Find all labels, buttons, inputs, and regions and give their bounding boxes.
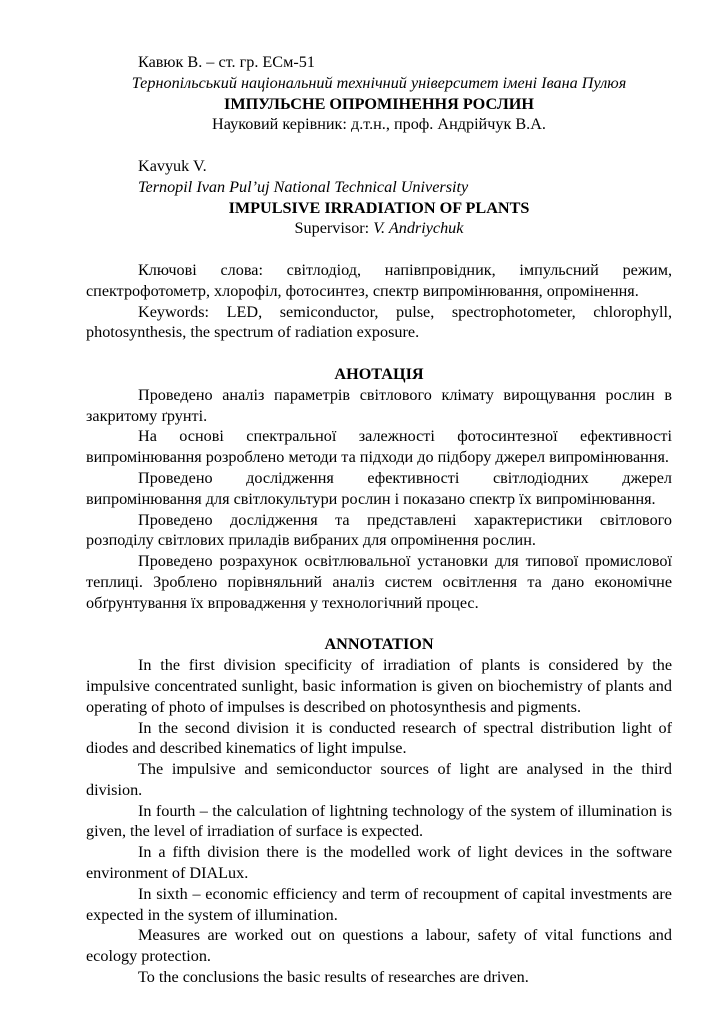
affiliation-en: Ternopil Ivan Pul’uj National Technical University <box>138 177 469 196</box>
supervisor-en <box>86 218 672 239</box>
abstract-ua-paragraph: Проведено аналіз параметрів світлового клімату вирощування рослин в закритому ґрунті. <box>86 385 672 425</box>
abstract-ua-heading: АНОТАЦІЯ <box>334 364 424 383</box>
abstract-en-paragraph: In a fifth division there is the modelled work of light devices in the software environment of DIALux. <box>86 843 672 883</box>
title-en: IMPULSIVE IRRADIATION OF PLANTS <box>228 198 530 217</box>
abstract-en-paragraph: The impulsive and semiconductor sources of light are analysed in the third division. <box>86 760 672 799</box>
abstract-en-paragraph: In the first division specificity of irradiation of plants is considered by the impulsive concentrated sunlight, basic information is given on biochemistry of plants and operating of photo of impulses is described on photosynthesis and pigments. <box>86 656 672 716</box>
abstract-ua-paragraph: На основі спектральної залежності фотосинтезної ефективності випромінювання розроблено методи та підходи до підбору джерел випромінювання. <box>86 427 672 467</box>
abstract-ua-paragraph: Проведено дослідження ефективності світлодіодних джерел випромінювання для світлокультури рослин і показано спектр їх випромінювання. <box>86 468 672 508</box>
abstract-en-heading: ANNOTATION <box>324 635 434 654</box>
spacer <box>86 135 672 156</box>
abstract-ua-paragraph: Проведено дослідження та представлені характеристики світлового розподілу світлових приладів вибраних для опромінення рослин. <box>86 510 672 550</box>
abstract-en-paragraph: Measures are worked out on questions a labour, safety of vital functions and ecology protection. <box>86 926 672 966</box>
document-page <box>86 52 672 988</box>
abstract-ua-paragraph: Проведено розрахунок освітлювальної установки для типової промислової теплиці. Зроблено порівняльний аналіз систем освітлення та дано економічне обґрунтування їх впровадження у технологічний процес. <box>86 552 672 612</box>
abstract-en-paragraph: In the second division it is conducted research of spectral distribution light of diodes and described kinematics of light impulse. <box>86 718 672 758</box>
author-ua: Кавюк В. – ст. гр. ЕСм-51 <box>138 53 315 71</box>
supervisor-name-en: V. Andriychuk <box>373 219 464 238</box>
keywords-en: Keywords: LED, semiconductor, pulse, spectrophotometer, chlorophyll, photosynthesis, the spectrum of radiation exposure. <box>86 302 672 342</box>
affiliation-ua: Тернопільський національний технічний університет імені Івана Пулюя <box>131 73 627 92</box>
spacer <box>86 343 672 364</box>
keywords-ua: Ключові слова: світлодіод, напівпровідник, імпульсний режим, спектрофотометр, хлорофіл, фотосинтез, спектр випромінювання, опромінення. <box>86 260 672 300</box>
abstract-en-paragraph: In sixth – economic efficiency and term of recoupment of capital investments are expected in the system of illumination. <box>86 884 672 924</box>
abstract-en-paragraph: In fourth – the calculation of lightning technology of the system of illumination is given, the level of irradiation of surface is expected. <box>86 801 672 841</box>
supervisor-ua: Науковий керівник: д.т.н., проф. Андрійчук В.А. <box>212 115 546 134</box>
supervisor-label-en: Supervisor: <box>294 219 370 238</box>
spacer <box>86 614 672 635</box>
spacer <box>86 239 672 260</box>
abstract-en-paragraph: To the conclusions the basic results of researches are driven. <box>138 968 529 987</box>
author-en: Kavyuk V. <box>138 156 207 175</box>
title-ua: ІМПУЛЬСНЕ ОПРОМІНЕННЯ РОСЛИН <box>224 94 534 113</box>
